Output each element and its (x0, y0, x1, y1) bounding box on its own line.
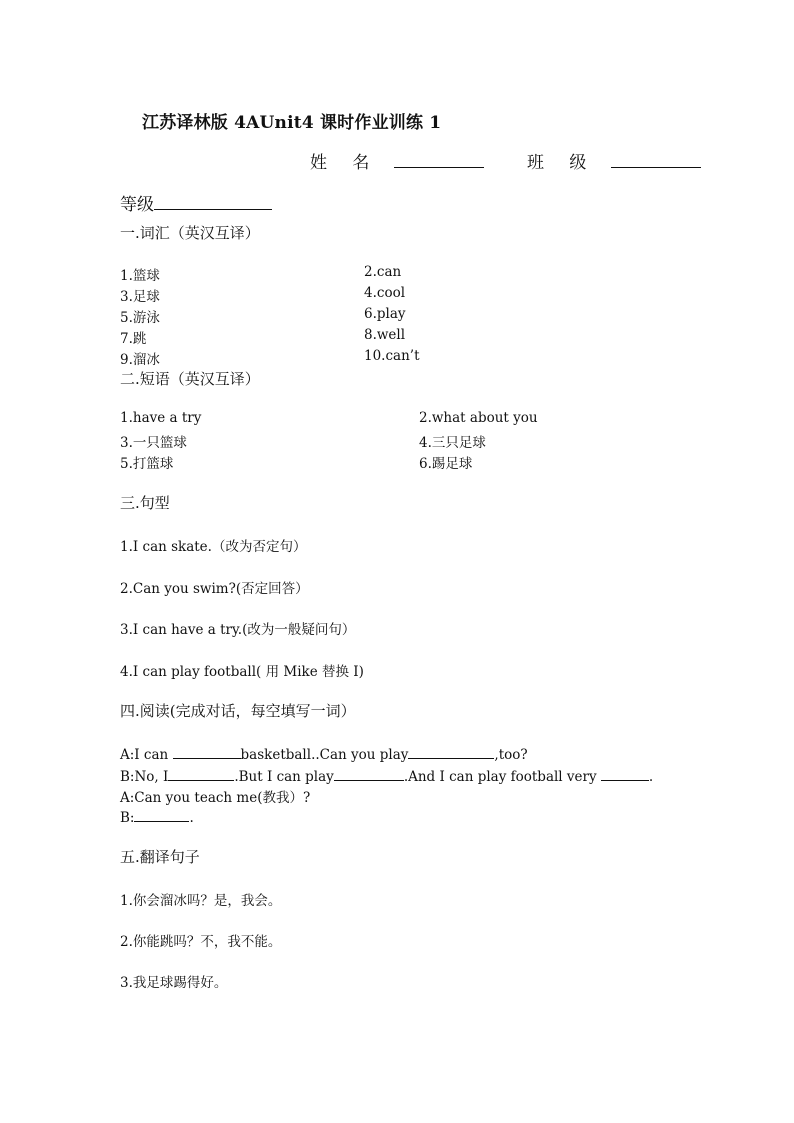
name-label: 姓 名 (310, 153, 380, 173)
vocab-item: 10.can’t (364, 348, 420, 364)
section-translate-heading: 五.翻译句子 (120, 848, 200, 866)
sentence-item: 3.I can have a try.(改为一般疑问句） (120, 622, 356, 638)
dialogue-line: A:I can basketball..Can you play ,too? (120, 743, 528, 763)
vocab-item: 9.溜冰 (120, 352, 160, 368)
vocab-item: 3.足球 (120, 289, 160, 305)
sentence-item: 4.I can play football( 用 Mike 替换 I) (120, 664, 364, 680)
vocab-item: 8.well (364, 327, 406, 343)
phrase-item: 6.踢足球 (419, 456, 473, 472)
vocab-item: 1.篮球 (120, 268, 160, 284)
phrase-item: 4.三只足球 (419, 435, 486, 451)
dialogue-line: B: . (120, 806, 194, 826)
grade-label: 等级 (120, 195, 154, 215)
phrase-item: 5.打篮球 (120, 456, 174, 472)
translate-item: 3.我足球踢得好。 (120, 975, 228, 991)
section-vocab-heading: 一.词汇（英汉互译） (120, 224, 260, 242)
page-title: 江苏译林版 4AUnit4 课时作业训练 1 (142, 113, 442, 133)
answer-blank[interactable] (334, 765, 404, 781)
sentence-item: 2.Can you swim?(否定回答） (120, 581, 309, 597)
class-blank[interactable] (611, 152, 701, 168)
section-phrases-heading: 二.短语（英汉互译） (120, 370, 260, 388)
translate-item: 1.你会溜冰吗？是，我会。 (120, 893, 282, 909)
sentence-item: 1.I can skate.（改为否定句） (120, 539, 307, 555)
vocab-item: 4.cool (364, 285, 406, 301)
section-sentences-heading: 三.句型 (120, 494, 170, 512)
phrase-item: 2.what about you (419, 410, 538, 426)
class-label: 班 级 (527, 153, 597, 173)
grade-field (120, 190, 272, 215)
vocab-item: 6.play (364, 306, 406, 322)
answer-blank[interactable] (168, 765, 234, 781)
name-field (310, 148, 484, 173)
class-field (527, 148, 701, 173)
answer-blank[interactable] (601, 765, 649, 781)
phrase-item: 3.一只篮球 (120, 435, 187, 451)
dialogue-line: B:No, I .But I can play .And I can play football very . (120, 765, 653, 785)
phrase-item: 1.have a try (120, 410, 202, 426)
answer-blank[interactable] (134, 806, 189, 822)
translate-item: 2.你能跳吗？不，我不能。 (120, 934, 282, 950)
answer-blank[interactable] (173, 743, 241, 759)
dialogue-line: A:Can you teach me(教我）? (120, 790, 311, 806)
vocab-item: 7.跳 (120, 331, 147, 347)
grade-blank[interactable] (154, 194, 272, 210)
answer-blank[interactable] (408, 743, 494, 759)
section-reading-heading: 四.阅读(完成对话，每空填写一词） (120, 702, 356, 720)
name-blank[interactable] (394, 152, 484, 168)
vocab-item: 5.游泳 (120, 310, 160, 326)
vocab-item: 2.can (364, 264, 402, 280)
